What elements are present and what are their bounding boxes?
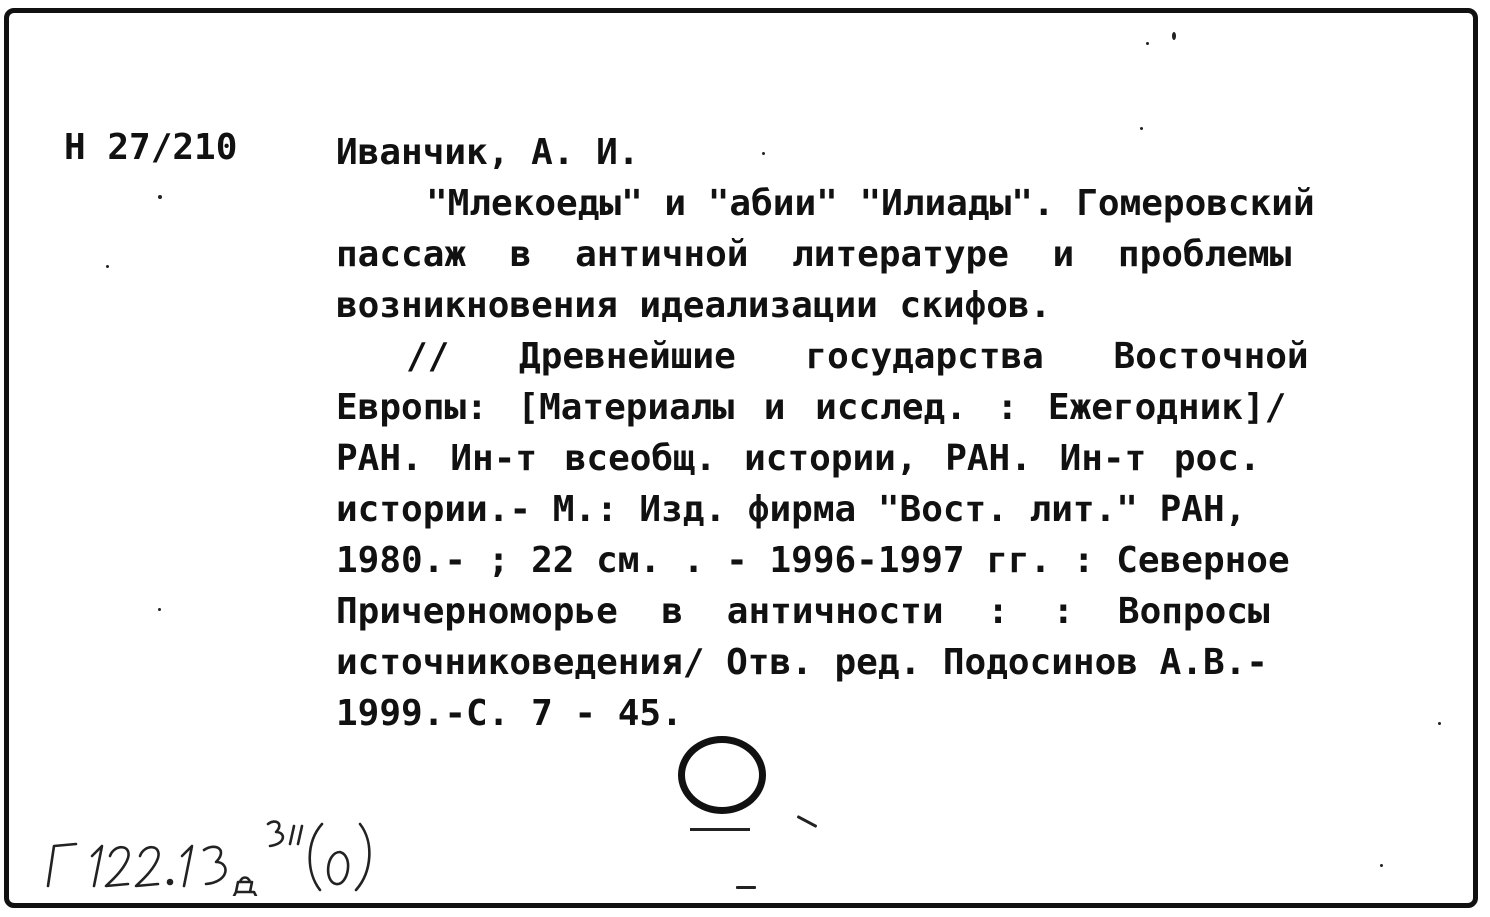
entry-author: Иванчик, А. И.: [336, 132, 640, 173]
shelf-mark: Н 27/210: [64, 127, 238, 168]
scan-speck: [1140, 127, 1143, 130]
entry-source-line: Европы: [Материалы и исслед. : Ежегодник]/: [336, 387, 1287, 428]
entry-source-line: РАН. Ин-т всеобщ. истории, РАН. Ин-т рос.: [336, 438, 1261, 479]
entry-pages-line: 1999.-С. 7 - 45.: [336, 693, 683, 734]
hole-mark: [690, 828, 750, 831]
scan-speck: [1438, 722, 1441, 725]
scan-speck: [736, 886, 756, 889]
entry-source-line: 1980.- ; 22 см. . - 1996-1997 гг. : Северное: [336, 540, 1290, 581]
entry-source-line: истории.- М.: Изд. фирма "Вост. лит." РАН,: [336, 489, 1247, 530]
handwritten-call-number: [40, 816, 460, 896]
scan-speck: [1146, 42, 1149, 45]
entry-source-line: // Древнейшие государства Восточной: [406, 336, 1309, 377]
scan-speck: [762, 152, 765, 155]
entry-source-line: Причерноморье в античности : : Вопросы: [336, 591, 1270, 632]
bibliographic-entry: [336, 127, 1442, 739]
entry-title-line: "Млекоеды" и "абии" "Илиады". Гомеровский: [426, 183, 1315, 224]
card-punch-hole: [678, 736, 766, 814]
scan-speck: [1380, 864, 1383, 867]
scan-speck: [1172, 32, 1176, 40]
entry-title-line: пассаж в античной литературе и проблемы: [336, 234, 1292, 275]
entry-source-line: источниковедения/ Отв. ред. Подосинов А.В.-: [336, 642, 1268, 683]
scan-speck: [158, 195, 162, 199]
scan-speck: [106, 265, 109, 268]
scan-speck: [158, 608, 161, 611]
entry-title-line: возникновения идеализации скифов.: [336, 285, 1052, 326]
